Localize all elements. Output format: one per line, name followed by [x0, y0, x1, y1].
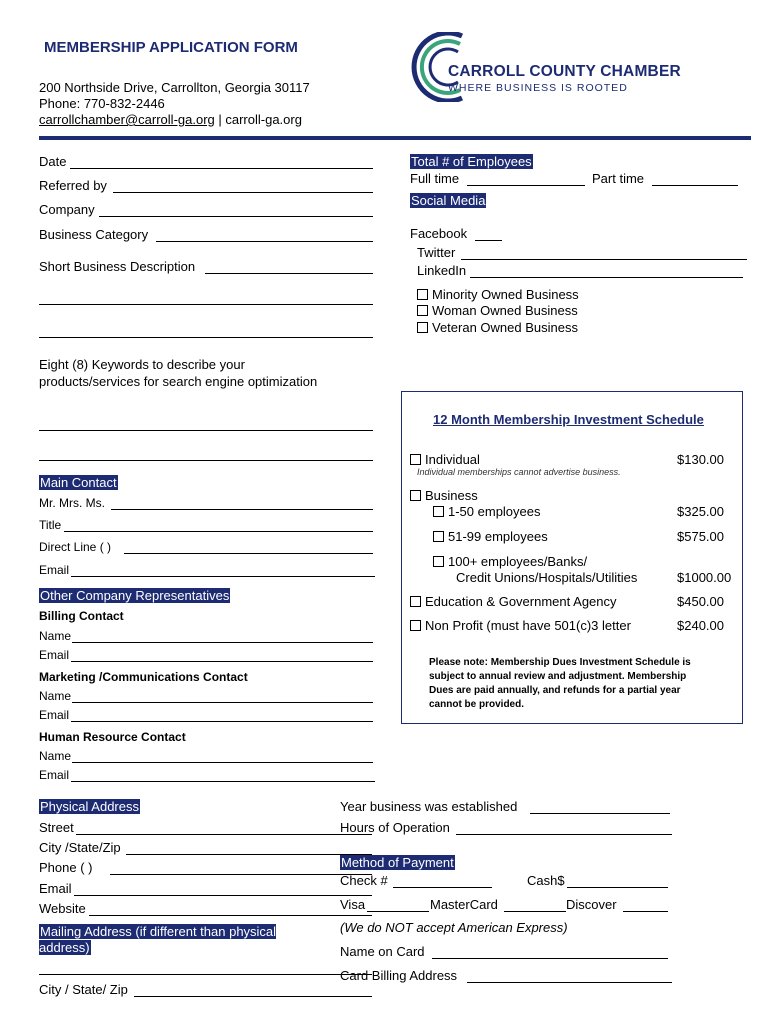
- mastercard-label: MasterCard: [430, 897, 498, 912]
- name-on-card-field[interactable]: [432, 958, 668, 959]
- date-field[interactable]: [70, 168, 373, 169]
- referred-label: Referred by: [39, 178, 107, 193]
- payment-heading: Method of Payment: [341, 855, 454, 870]
- education-option[interactable]: Education & Government Agency: [410, 594, 617, 609]
- discover-label: Discover: [566, 897, 617, 912]
- logo-name: CARROLL COUNTY CHAMBER: [448, 63, 681, 80]
- referred-field[interactable]: [113, 192, 373, 193]
- billing-address-label: Card Billing Address: [340, 968, 458, 983]
- schedule-note-4: cannot be provided.: [429, 699, 525, 710]
- billing-email-label: Email: [39, 648, 70, 662]
- billing-contact-label: Billing Contact: [39, 609, 124, 623]
- physical-email-field[interactable]: [74, 895, 372, 896]
- cash-label: Cash$: [527, 873, 565, 888]
- price-51-99: $575.00: [677, 529, 724, 544]
- minority-checkbox[interactable]: [417, 289, 428, 300]
- linkedin-field[interactable]: [470, 277, 743, 278]
- phone: Phone: 770-832-2446: [39, 96, 165, 111]
- keywords-label-2: products/services for search engine optimization: [39, 374, 318, 389]
- marketing-name-field[interactable]: [72, 702, 373, 703]
- main-email-label: Email: [39, 563, 70, 577]
- category-field[interactable]: [156, 241, 373, 242]
- employees-heading: Total # of Employees: [411, 154, 532, 169]
- individual-option[interactable]: Individual: [410, 452, 480, 467]
- city-label: City /State/Zip: [39, 840, 121, 855]
- mailing-address-field[interactable]: [39, 974, 372, 975]
- marketing-contact-label: Marketing /Communications Contact: [39, 670, 248, 684]
- emp-100-label-2: Credit Unions/Hospitals/Utilities: [456, 570, 638, 585]
- woman-option[interactable]: Woman Owned Business: [417, 303, 578, 318]
- business-option[interactable]: Business: [410, 488, 478, 503]
- part-time-label: Part time: [592, 171, 645, 186]
- hr-name-field[interactable]: [72, 762, 373, 763]
- individual-note: Individual memberships cannot advertise business.: [417, 467, 621, 477]
- main-contact-heading: Main Contact: [40, 475, 117, 490]
- phone-field[interactable]: [110, 874, 372, 875]
- individual-checkbox[interactable]: [410, 454, 421, 465]
- mailing-address-heading: Mailing Address (if different than physical address): [39, 924, 277, 955]
- hours-field[interactable]: [456, 834, 672, 835]
- city2-label: City / State/ Zip: [39, 982, 128, 997]
- phone-label: Phone ( ): [39, 860, 93, 875]
- schedule-note-3: Dues are paid annually, and refunds for a partial year: [429, 685, 681, 696]
- emp-1-50-checkbox[interactable]: [433, 506, 444, 517]
- email-link[interactable]: carrollchamber@carroll-ga.org: [39, 112, 215, 127]
- city-field[interactable]: [126, 854, 372, 855]
- form-title: MEMBERSHIP APPLICATION FORM: [44, 39, 298, 56]
- hr-name-label: Name: [39, 749, 72, 763]
- physical-email-label: Email: [39, 881, 72, 896]
- visa-label: Visa: [340, 897, 366, 912]
- twitter-field[interactable]: [461, 259, 747, 260]
- salutation-label: Mr. Mrs. Ms.: [39, 496, 105, 510]
- other-reps-heading: Other Company Representatives: [40, 588, 230, 603]
- business-checkbox[interactable]: [410, 490, 421, 501]
- billing-address-field[interactable]: [467, 982, 672, 983]
- marketing-email-label: Email: [39, 708, 70, 722]
- billing-name-field[interactable]: [72, 642, 373, 643]
- discover-field[interactable]: [623, 911, 668, 912]
- physical-address-heading: Physical Address: [40, 799, 139, 814]
- cash-field[interactable]: [567, 887, 668, 888]
- billing-email-field[interactable]: [71, 661, 373, 662]
- part-time-field[interactable]: [652, 185, 738, 186]
- name-on-card-label: Name on Card: [340, 944, 425, 959]
- emp-100-checkbox[interactable]: [433, 556, 444, 567]
- address: 200 Northside Drive, Carrollton, Georgia 30117: [39, 80, 310, 95]
- price-1-50: $325.00: [677, 504, 724, 519]
- billing-name-label: Name: [39, 629, 72, 643]
- social-heading: Social Media: [411, 193, 486, 208]
- emp-51-99-checkbox[interactable]: [433, 531, 444, 542]
- short-desc-field[interactable]: [205, 273, 373, 274]
- salutation-field[interactable]: [111, 509, 373, 510]
- link-separator: |: [214, 112, 226, 127]
- website-field[interactable]: [89, 915, 372, 916]
- keywords-line-2[interactable]: [39, 460, 373, 461]
- facebook-field[interactable]: [475, 240, 502, 241]
- price-100: $1000.00: [677, 570, 732, 585]
- no-amex-note: (We do NOT accept American Express): [340, 920, 568, 935]
- category-label: Business Category: [39, 227, 149, 242]
- facebook-label: Facebook: [410, 226, 468, 241]
- company-field[interactable]: [99, 216, 373, 217]
- logo-tagline: WHERE BUSINESS IS ROOTED: [448, 82, 628, 94]
- main-email-field[interactable]: [71, 576, 375, 577]
- veteran-option[interactable]: Veteran Owned Business: [417, 320, 578, 335]
- minority-option[interactable]: Minority Owned Business: [417, 287, 579, 302]
- schedule-title: 12 Month Membership Investment Schedule: [433, 412, 704, 427]
- street-field[interactable]: [76, 834, 372, 835]
- full-time-field[interactable]: [467, 185, 585, 186]
- veteran-checkbox[interactable]: [417, 322, 428, 333]
- short-desc-line-2[interactable]: [39, 304, 373, 305]
- hours-label: Hours of Operation: [340, 820, 450, 835]
- marketing-email-field[interactable]: [71, 721, 373, 722]
- linkedin-label: LinkedIn: [417, 263, 467, 278]
- nonprofit-option[interactable]: Non Profit (must have 501(c)3 letter: [410, 618, 631, 633]
- individual-price: $130.00: [677, 452, 724, 467]
- woman-checkbox[interactable]: [417, 305, 428, 316]
- emp-100-option[interactable]: 100+ employees/Banks/: [433, 554, 587, 569]
- website-label: Website: [39, 901, 86, 916]
- street-label: Street: [39, 820, 74, 835]
- mastercard-field[interactable]: [504, 911, 566, 912]
- full-time-label: Full time: [410, 171, 460, 186]
- twitter-label: Twitter: [417, 245, 456, 260]
- education-checkbox[interactable]: [410, 596, 421, 607]
- education-price: $450.00: [677, 594, 724, 609]
- header-rule: [39, 136, 751, 140]
- hr-email-label: Email: [39, 768, 70, 782]
- check-field[interactable]: [393, 887, 492, 888]
- marketing-name-label: Name: [39, 689, 72, 703]
- keywords-label-1: Eight (8) Keywords to describe your: [39, 357, 245, 372]
- nonprofit-checkbox[interactable]: [410, 620, 421, 631]
- direct-line-label: Direct Line ( ): [39, 540, 112, 554]
- title-field[interactable]: [64, 531, 373, 532]
- company-label: Company: [39, 202, 95, 217]
- year-established-label: Year business was established: [340, 799, 518, 814]
- title-label: Title: [39, 518, 62, 532]
- emp-1-50-option[interactable]: 1-50 employees: [433, 504, 541, 519]
- schedule-note-1: Please note: Membership Dues Investment Schedule is: [429, 657, 691, 668]
- chamber-logo: [410, 32, 730, 102]
- website-link[interactable]: carroll-ga.org: [225, 112, 302, 127]
- year-established-field[interactable]: [530, 813, 670, 814]
- short-desc-line-3[interactable]: [39, 337, 373, 338]
- contact-links: [39, 112, 302, 127]
- keywords-line-1[interactable]: [39, 430, 373, 431]
- short-desc-label: Short Business Description: [39, 259, 196, 274]
- city2-field[interactable]: [134, 996, 372, 997]
- check-label: Check #: [340, 873, 388, 888]
- hr-contact-label: Human Resource Contact: [39, 730, 186, 744]
- emp-51-99-option[interactable]: 51-99 employees: [433, 529, 548, 544]
- schedule-note-2: subject to annual review and adjustment. Membership: [429, 671, 687, 682]
- visa-field[interactable]: [367, 911, 429, 912]
- hr-email-field[interactable]: [71, 781, 375, 782]
- nonprofit-price: $240.00: [677, 618, 724, 633]
- direct-line-field[interactable]: [124, 553, 373, 554]
- date-label: Date: [39, 154, 67, 169]
